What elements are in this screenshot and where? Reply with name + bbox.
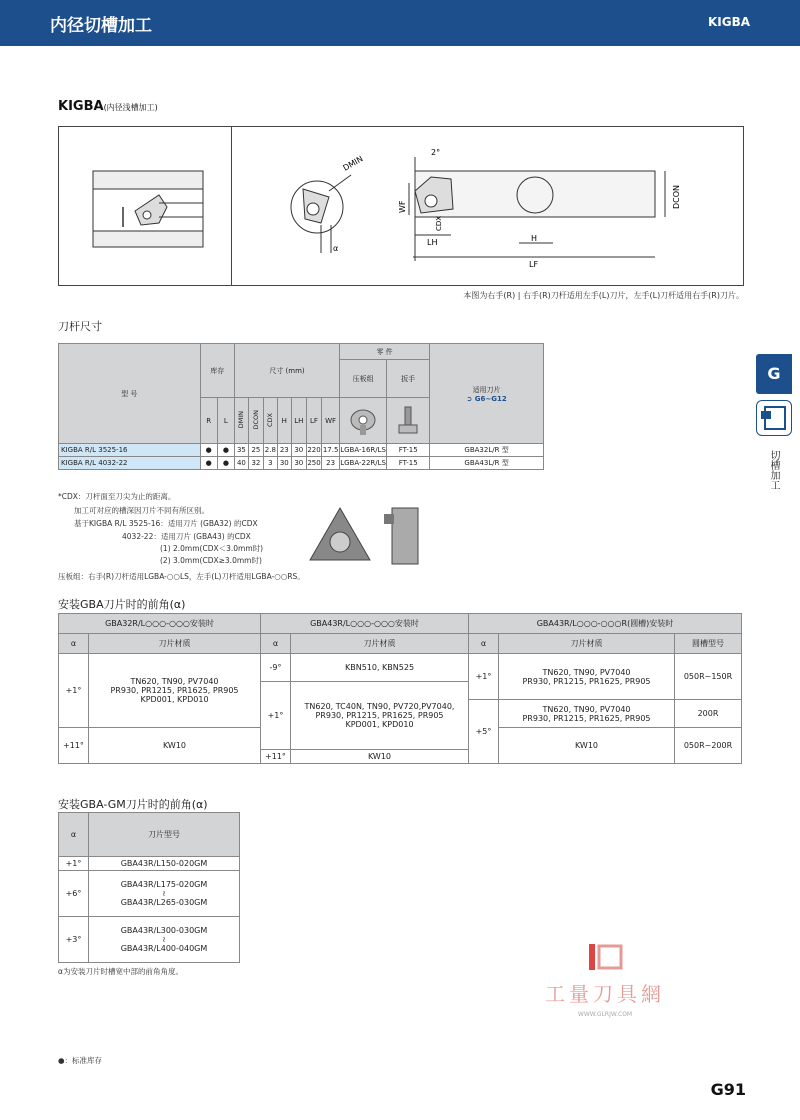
label-lf: LF [529,260,539,269]
row2-model: KIGBA R/L 4032-22 [59,457,201,470]
col-model: 型 号 [59,344,201,444]
watermark-name: 工量刀具網 [545,982,665,1006]
label-cdx: CDX [435,215,443,231]
g3-material-2-line2: PR930, PR1215, PR1625, PR905 [522,713,651,723]
page-number: G91 [710,1080,746,1099]
row2-cdx: 3 [263,457,277,470]
row1-insert: GBA32L/R 型 [430,444,544,457]
row1-clamp: LGBA-16R/LS [340,444,387,457]
g1-material-1-line3: KPD001, KPD010 [140,695,209,704]
insert-illustration [300,500,440,572]
g2-material-3: KW10 [291,750,469,764]
gm-alpha-2: +6° [59,871,89,917]
table-row [59,871,240,917]
product-subtitle: (内径浅槽加工) [103,103,158,112]
group2-header: GBA43R/L○○○-○○○安装时 [261,614,469,634]
g2-material-1: KBN510, KBN525 [291,654,469,682]
gm-note: α为安装刀片时槽宽中部的前角角度。 [58,967,183,976]
gm-section-title: 安装GBA-GM刀片时的前角(α) [58,798,208,811]
wrench-image [387,398,430,444]
row2-lf: 250 [306,457,321,470]
label-dcon: DCON [672,184,681,209]
g2-alpha-header: α [261,634,291,654]
row1-wf: 17.5 [322,444,340,457]
col-dmin [234,398,248,444]
holder-note-2: 加工可对应的槽深因刀片不同有所区别。 [74,506,209,515]
holder-note-6: (2) 3.0mm(CDX≥3.0mm时) [160,556,262,565]
group1-header: GBA32R/L○○○-○○○安装时 [59,614,261,634]
col-clamp: 压板组 [340,360,387,398]
brand-label: KIGBA [707,15,750,29]
col-insert-label: 适用刀片 [472,385,501,394]
col-wf: WF [322,398,340,444]
table-row [59,917,240,963]
holder-side-view [409,157,665,261]
col-cdx [263,398,277,444]
g3-groove-header: 圆槽型号 [675,634,742,654]
g3-alpha-header: α [469,634,499,654]
g1-material-1-line1: TN620, TN90, PV7040 [130,677,219,686]
g3-groove-1: 050R~150R [675,654,742,700]
page-title: 内径切槽加工 [50,16,152,36]
g3-alpha-1: +1° [469,654,499,700]
g1-material-header: 刀片材质 [89,634,261,654]
row1-cdx: 2.8 [263,444,277,457]
g3-alpha-2: +5° [469,700,499,764]
g3-material-header: 刀片材质 [499,634,675,654]
holder-note-1: *CDX：刀杆面至刀尖为止的距离。 [58,492,176,501]
g2-alpha-1: -9° [261,654,291,682]
row2-dcon: 32 [248,457,263,470]
g2-material-2 [291,682,469,750]
gm-type-3-from: GBA43R/L300-030GM [120,926,208,935]
workpiece-drawing [93,171,203,247]
g3-material-3: KW10 [499,728,675,764]
col-insert [430,344,544,444]
col-dims: 尺寸 (mm) [234,344,339,398]
row1-lf: 220 [306,444,321,457]
gm-type-2-sep: ≀ [162,889,166,898]
g3-material-1 [499,654,675,700]
row2-insert: GBA43L/R 型 [430,457,544,470]
g1-material-1 [89,654,261,728]
table-row [59,457,544,470]
col-stock: 库存 [200,344,234,398]
product-name: KIGBA [58,99,104,114]
row2-wf: 23 [322,457,340,470]
row2-lh: 30 [291,457,306,470]
row1-lh: 30 [291,444,306,457]
g1-alpha-1: +1° [59,654,89,728]
gm-type-header: 刀片型号 [89,813,240,857]
watermark-url: WWW.GLRJW.COM [577,1011,633,1018]
clamp-image [340,398,387,444]
gm-type-3-sep: ≀ [162,935,166,944]
label-lh: LH [427,238,438,247]
col-wrench: 扳手 [387,360,430,398]
g2-material-2-line3: KPD001, KPD010 [345,720,414,729]
col-dcon [248,398,263,444]
gm-table [58,812,240,963]
page-header [0,0,800,46]
drawing-svg [59,127,743,285]
wrench-icon [393,403,423,437]
holder-note-3: 基于KIGBA R/L 3525-16：适用刀片 (GBA32) 的CDX [74,519,258,528]
col-dcon-label: DCON [251,409,260,430]
row2-l: ● [217,457,234,470]
col-parts: 零 件 [340,344,430,360]
row1-r: ● [200,444,217,457]
gm-type-3-to: GBA43R/L400-040GM [120,944,208,953]
gm-type-2 [89,871,240,917]
col-r: R [200,398,217,444]
technical-drawing [58,126,744,286]
insert-range: ➲ G6~G12 [466,394,507,403]
row1-wrench: FT-15 [387,444,430,457]
row1-model: KIGBA R/L 3525-16 [59,444,201,457]
gm-alpha-header: α [59,813,89,857]
watermark-logo-icon [585,940,625,974]
section-tab-g[interactable]: G [756,354,792,394]
label-wf: WF [398,200,407,213]
col-cdx-label: CDX [266,412,275,427]
watermark [540,940,670,1020]
g2-material-2-line1: TN620, TC40N, TN90, PV720,PV7040, [304,702,455,711]
g1-alpha-2: +11° [59,728,89,764]
row1-dmin: 35 [234,444,248,457]
table-row [59,857,240,871]
holder-table [58,343,544,470]
row1-dcon: 25 [248,444,263,457]
label-angle2: 2° [431,148,441,157]
g3-material-2 [499,700,675,728]
g3-material-1-line1: TN620, TN90, PV7040 [542,667,631,677]
col-h: H [277,398,291,444]
g3-groove-3: 050R~200R [675,728,742,764]
row2-r: ● [200,457,217,470]
gm-type-1: GBA43R/L150-020GM [89,857,240,871]
gm-type-2-to: GBA43R/L265-030GM [120,898,208,907]
row2-clamp: LGBA-22R/LS [340,457,387,470]
row1-l: ● [217,444,234,457]
insert-range-text: G6~G12 [474,394,507,403]
side-label: 切槽加工 [768,450,779,490]
row2-h: 30 [277,457,291,470]
col-l: L [217,398,234,444]
figure-note: 本图为右手(R) | 右手(R)刀杆适用左手(L)刀片，左手(L)刀杆适用右手(R)刀片。 [463,291,744,300]
g2-alpha-3: +11° [261,750,291,764]
label-alpha: α [333,244,339,253]
rake-table [58,613,742,764]
table-row [59,444,544,457]
g2-material-header: 刀片材质 [291,634,469,654]
g2-alpha-2: +1° [261,682,291,750]
g2-material-2-line2: PR930, PR1215, PR1625, PR905 [315,711,444,720]
holder-note-5: (1) 2.0mm(CDX＜3.0mm时) [160,544,264,553]
g3-material-1-line2: PR930, PR1215, PR1625, PR905 [522,676,651,686]
row2-wrench: FT-15 [387,457,430,470]
grooving-icon [756,400,792,436]
rake-section-title: 安装GBA刀片时的前角(α) [58,598,186,611]
group3-header: GBA43R/L○○○-○○○R(圆槽)安装时 [469,614,742,634]
gm-alpha-3: +3° [59,917,89,963]
stock-legend: ●：标准库存 [58,1056,103,1065]
g3-groove-2: 200R [675,700,742,728]
clamp-note: 压板组：右手(R)刀杆适用LGBA-○○LS，左手(L)刀杆适用LGBA-○○RS。 [58,572,305,581]
row1-h: 23 [277,444,291,457]
g3-material-2-line1: TN620, TN90, PV7040 [542,704,631,714]
col-dmin-label: DMIN [237,410,246,429]
col-lh: LH [291,398,306,444]
gm-type-3 [89,917,240,963]
gm-alpha-1: +1° [59,857,89,871]
detail-view [291,175,351,253]
g1-material-2: KW10 [89,728,261,764]
product-title [58,99,158,114]
g1-material-1-line2: PR930, PR1215, PR1625, PR905 [110,686,239,695]
label-dmin: DMIN [341,154,365,173]
row2-dmin: 40 [234,457,248,470]
clamp-icon [346,403,380,437]
holder-note-4: 4032-22：适用刀片 (GBA43) 的CDX [122,532,251,541]
holder-section-title: 刀杆尺寸 [58,320,102,333]
gm-type-2-from: GBA43R/L175-020GM [120,880,208,889]
label-h: H [531,234,538,243]
g1-alpha-header: α [59,634,89,654]
grooving-icon-svg [757,401,791,435]
col-lf: LF [306,398,321,444]
